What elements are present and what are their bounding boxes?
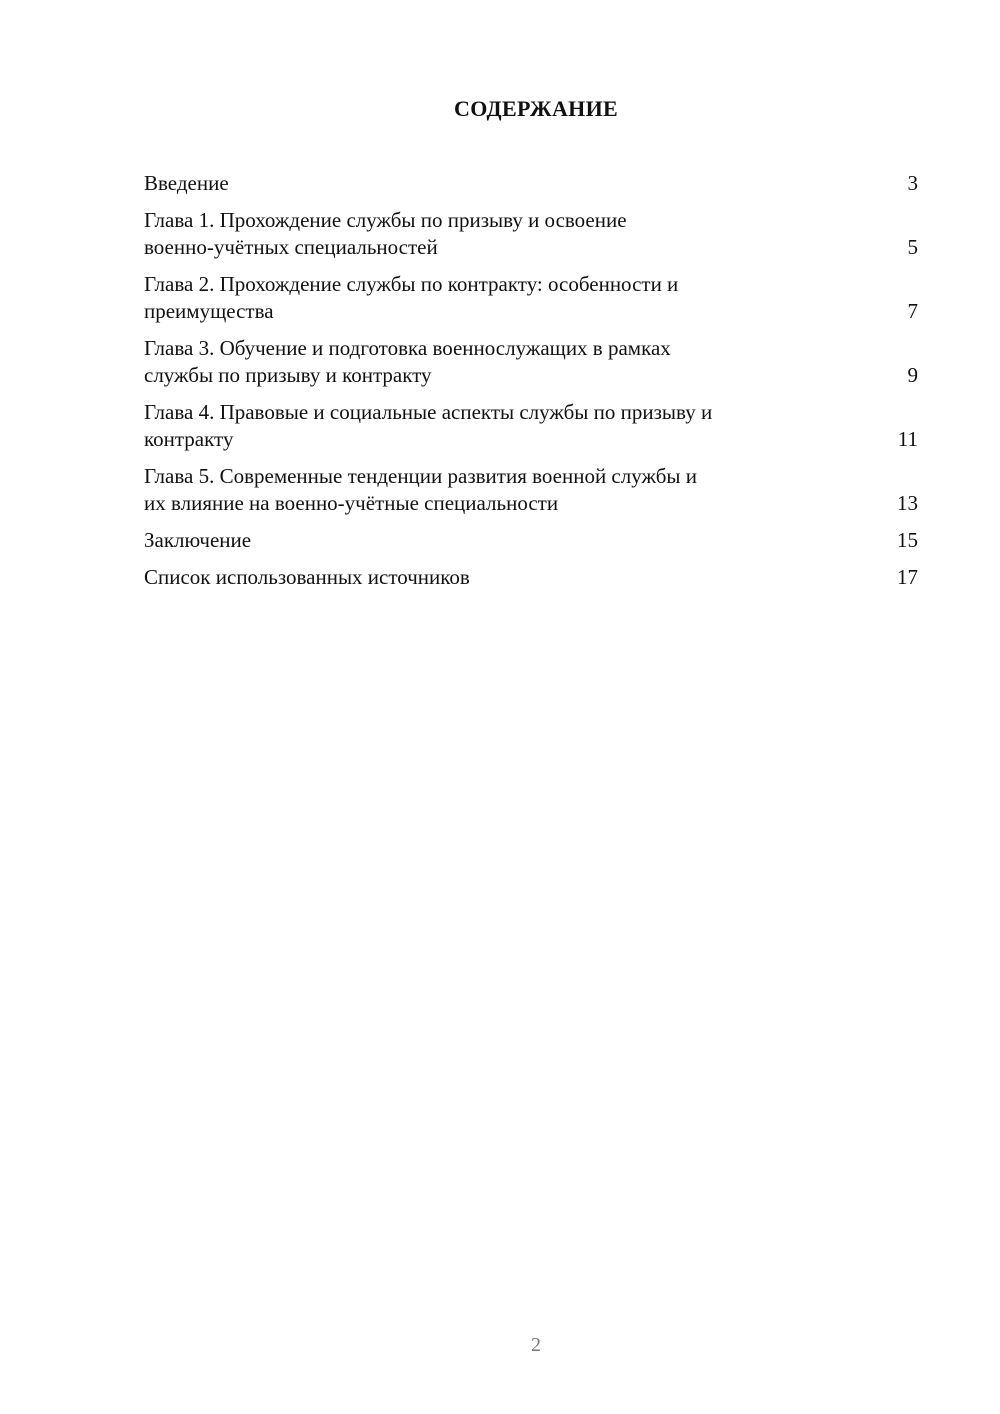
toc-entry-conclusion (144, 527, 918, 554)
toc-entry-line: Введение (144, 171, 229, 195)
toc-entry-line: Заключение (144, 528, 252, 552)
toc-entry-page: 15 (897, 528, 918, 552)
toc-entry-line: преимущества (144, 299, 274, 323)
toc-entry-text (144, 463, 834, 517)
toc-entry-chapter-1 (144, 207, 918, 261)
toc-entry-page: 9 (907, 363, 918, 387)
toc-entry-references (144, 564, 918, 591)
toc-entry-line: Глава 4. Правовые и социальные аспекты службы по призыву и (144, 400, 713, 424)
toc-entry-chapter-3 (144, 335, 918, 389)
toc-entry-line: военно-учётных специальностей (144, 235, 438, 259)
toc-entry-text (144, 527, 834, 554)
toc-entry-text (144, 399, 834, 453)
table-of-contents (144, 170, 918, 601)
toc-entry-text (144, 207, 834, 261)
toc-entry-line: Глава 2. Прохождение службы по контракту: особенности и (144, 272, 679, 296)
toc-entry-page: 13 (897, 491, 918, 515)
toc-entry-text (144, 170, 834, 197)
toc-entry-text (144, 335, 834, 389)
toc-entry-chapter-4 (144, 399, 918, 453)
toc-entry-text (144, 271, 834, 325)
toc-entry-page: 17 (897, 565, 918, 589)
page-number: 2 (531, 1334, 541, 1356)
toc-entry-line: контракту (144, 427, 234, 451)
toc-entry-line: Глава 1. Прохождение службы по призыву и освоение (144, 208, 627, 232)
toc-entry-line: службы по призыву и контракту (144, 363, 432, 387)
toc-entry-line: их влияние на военно-учётные специальности (144, 491, 559, 515)
page-title: СОДЕРЖАНИЕ (454, 96, 618, 121)
toc-entry-introduction (144, 170, 918, 197)
toc-entry-page: 5 (907, 235, 918, 259)
toc-entry-page: 11 (897, 427, 918, 451)
toc-entry-chapter-5 (144, 463, 918, 517)
toc-entry-line: Список использованных источников (144, 565, 470, 589)
toc-entry-text (144, 564, 834, 591)
toc-entry-line: Глава 5. Современные тенденции развития военной службы и (144, 464, 697, 488)
toc-entry-page: 7 (907, 299, 918, 323)
toc-entry-chapter-2 (144, 271, 918, 325)
toc-entry-line: Глава 3. Обучение и подготовка военнослужащих в рамках (144, 336, 671, 360)
toc-entry-page: 3 (907, 171, 918, 195)
